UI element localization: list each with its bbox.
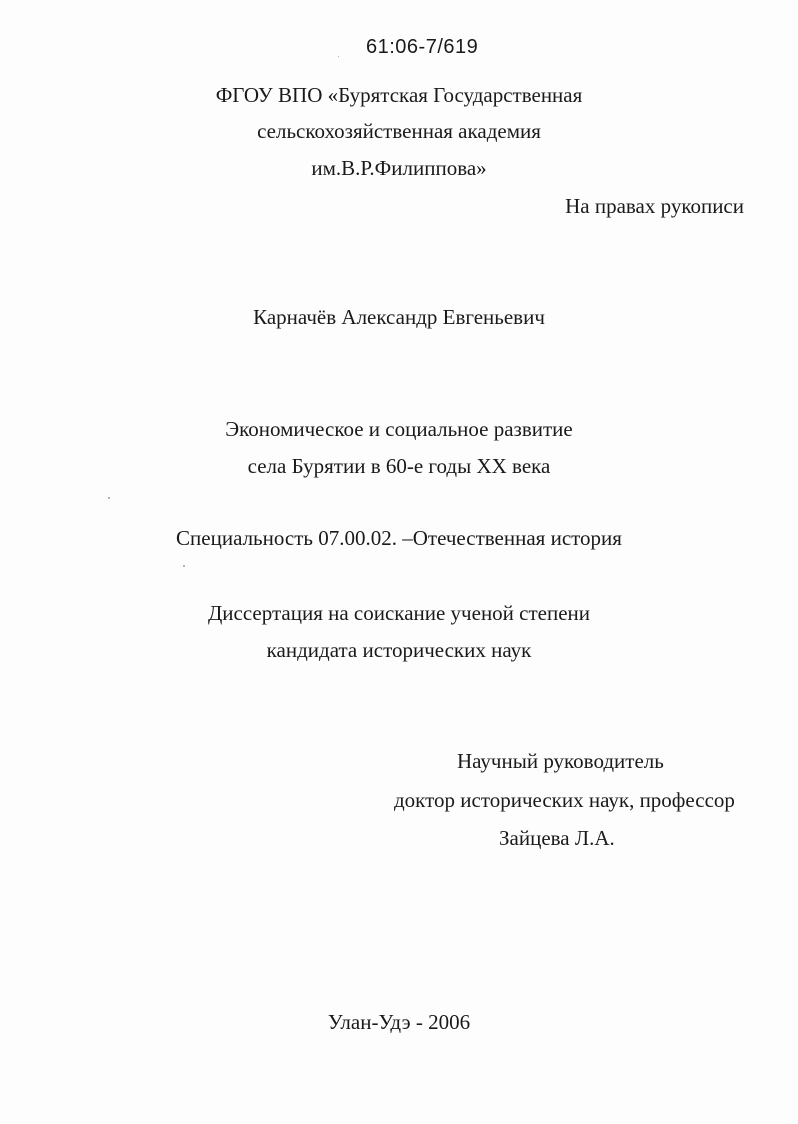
scan-speck	[338, 56, 339, 57]
archive-stamp-number: 61:06-7/619	[366, 36, 479, 58]
place-and-year: Улан-Удэ - 2006	[327, 1010, 471, 1034]
supervisor-label: Научный руководитель	[457, 749, 664, 773]
dissertation-title-line-1: Экономическое и социальное развитие	[225, 417, 573, 441]
degree-line-1: Диссертация на соискание ученой степени	[207, 601, 591, 625]
author-name: Карначёв Александр Евгеньевич	[253, 305, 545, 329]
institution-line-3: им.В.Р.Филиппова»	[311, 156, 487, 180]
institution-line-2: сельскохозяйственная академия	[257, 119, 541, 143]
institution-line-1: ФГОУ ВПО «Бурятская Государственная	[215, 83, 583, 107]
supervisor-credentials: доктор исторических наук, профессор	[394, 788, 735, 812]
manuscript-rights-note: На правах рукописи	[565, 194, 744, 218]
degree-line-2: кандидата исторических наук	[266, 638, 532, 662]
supervisor-name: Зайцева Л.А.	[499, 826, 615, 850]
scan-speck	[183, 565, 185, 567]
dissertation-title-line-2: села Бурятии в 60-е годы XX века	[247, 454, 551, 478]
specialty-line: Специальность 07.00.02. –Отечественная история	[176, 526, 622, 550]
scan-speck	[108, 497, 110, 499]
